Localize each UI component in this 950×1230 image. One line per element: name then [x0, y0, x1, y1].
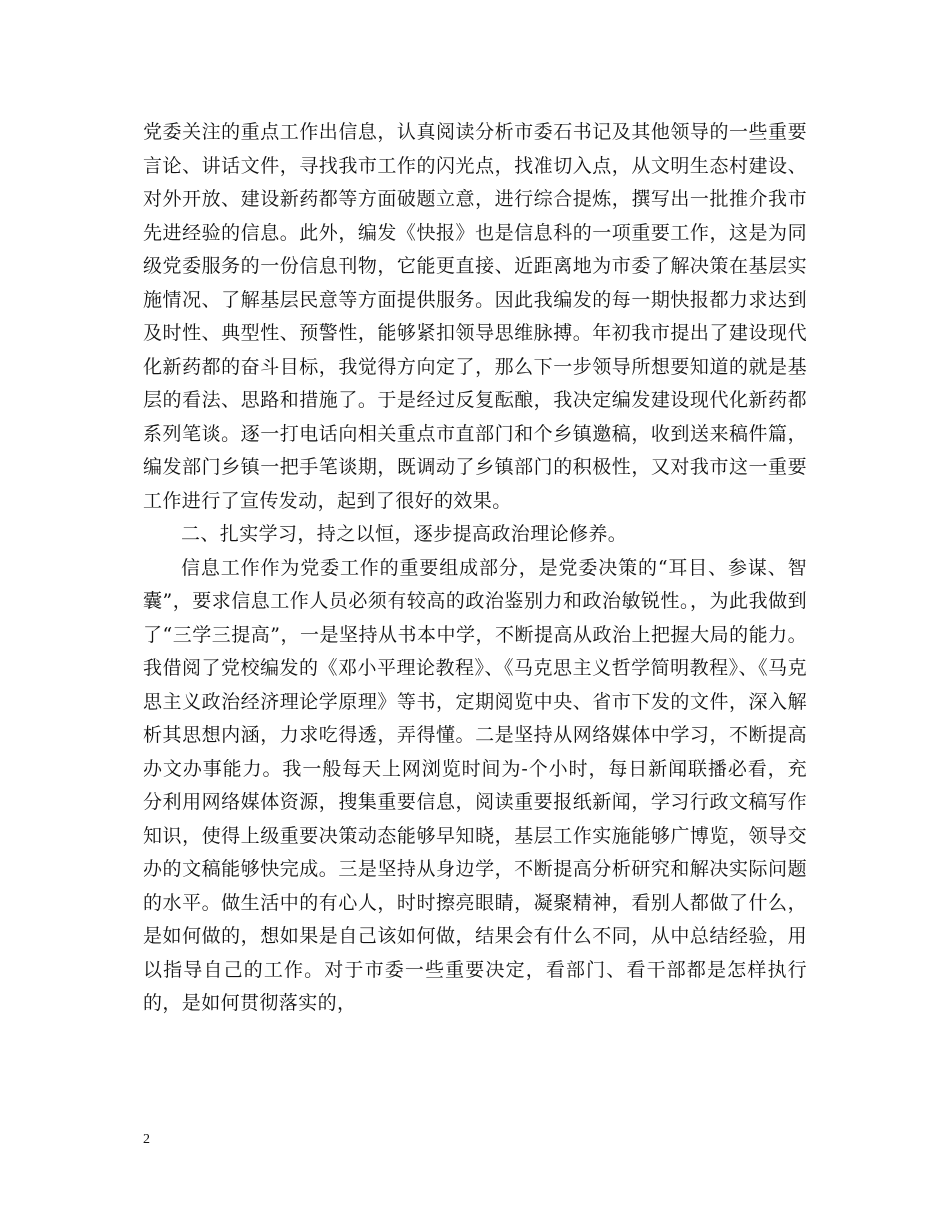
paragraph-study: 信息工作作为党委工作的重要组成部分，是党委决策的“耳目、参谋、智囊”，要求信息工作人员必须有较高的政治鉴别力和政治敏锐性。，为此我做到了“三学三提高”，一是坚持从书本中学，不断提高从政治上把握大局的能力。我借阅了党校编发的《邓小平理论教程》、《马克思主义哲学简明教程》、《马克思主义政治经济理论学原理》等书，定期阅览中央、省市下发的文件，深入解析其思想内涵，力求吃得透，弄得懂。二是坚持从网络媒体中学习，不断提高办文办事能力。我一般每天上网浏览时间为-个小时，每日新闻联播必看，充分利用网络媒体资源，搜集重要信息，阅读重要报纸新闻，学习行政文稿写作知识，使得上级重要决策动态能够早知晓，基层工作实施能够广博览，领导交办的文稿能够快完成。三是坚持从身边学，不断提高分析研究和解决实际问题的水平。做生活中的有心人，时时擦亮眼睛，凝聚精神，看别人都做了什么，是如何做的，想如果是自己该如何做，结果会有什么不同，从中总结经验，用以指导自己的工作。对于市委一些重要决定，看部门、看干部都是怎样执行的，是如何贯彻落实的， — [143, 556, 807, 1014]
body-text — [143, 116, 807, 1021]
page-number: 2 — [143, 1132, 150, 1147]
paragraph-continuation: 党委关注的重点工作出信息，认真阅读分析市委石书记及其他领导的一些重要言论、讲话文件，寻找我市工作的闪光点，找准切入点，从文明生态村建设、对外开放、建设新药都等方面破题立意，进行综合提炼，撰写出一批推介我市先进经验的信息。此外，编发《快报》也是信息科的一项重要工作，这是为同级党委服务的一份信息刊物，它能更直接、近距离地为市委了解决策在基层实施情况、了解基层民意等方面提供服务。因此我编发的每一期快报都力求达到及时性、典型性、预警性，能够紧扣领导思维脉搏。年初我市提出了建设现代化新药都的奋斗目标，我觉得方向定了，那么下一步领导所想要知道的就是基层的看法、思路和措施了。于是经过反复酝酿，我决定编发建设现代化新药都系列笔谈。逐一打电话向相关重点市直部门和个乡镇邀稿，收到送来稿件篇，编发部门乡镇一把手笔谈期，既调动了乡镇部门的积极性，又对我市这一重要工作进行了宣传发动，起到了很好的效果。 — [143, 121, 807, 512]
section-heading: 二、扎实学习，持之以恒，逐步提高政治理论修养。 — [181, 523, 628, 545]
